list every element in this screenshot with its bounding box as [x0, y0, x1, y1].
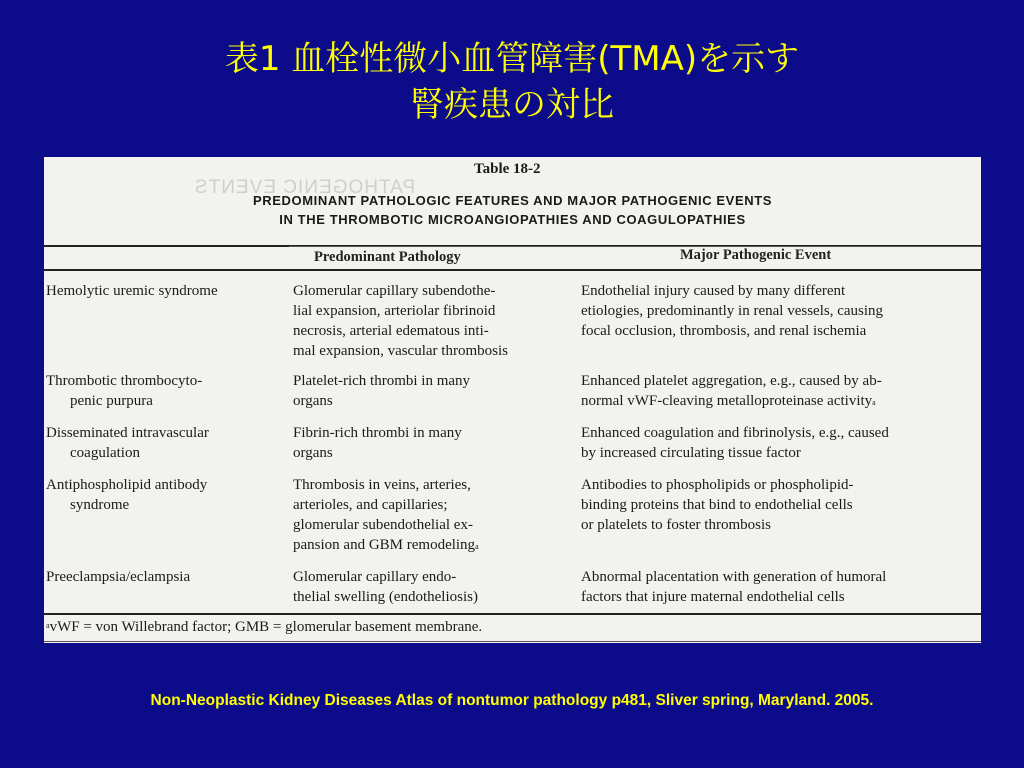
slide-title-line-2: 腎疾患の対比 [410, 85, 614, 125]
table-row-disease: Hemolytic uremic syndrome [46, 283, 218, 299]
table-heading-line-2: IN THE THROMBOTIC MICROANGIOPATHIES AND COAGULOPATHIES [279, 212, 746, 227]
slide-title [0, 36, 1024, 128]
table-row-pathology: Glomerular capillary endo- thelial swelling (endotheliosis) [293, 569, 478, 605]
footnote-marker: a [475, 542, 479, 551]
table-heading [44, 191, 981, 229]
column-header-event: Major Pathogenic Event [680, 247, 832, 263]
table-footnote: $^a$vWF = von Willebrand factor; GMB = glomerular basement membrane. [46, 619, 483, 635]
table-row-pathology: Thrombosis in veins, arteries, arterioles, and capillaries; glomerular subendothelial ex- pansion and GBM remodeling$^a$ [293, 477, 479, 553]
table-row-pathology: Glomerular capillary subendothe- lial expansion, arteriolar fibrinoid necrosis, arterial edematous inti- mal expansion, vascular thrombosis [293, 283, 508, 359]
table-row-event: Enhanced coagulation and fibrinolysis, e.g., caused by increased circulating tissue factor [581, 425, 889, 461]
header-sub-rule [289, 246, 981, 247]
table-row-pathology: Fibrin-rich thrombi in many organs [293, 425, 462, 461]
table-row-event: Endothelial injury caused by many different etiologies, predominantly in renal vessels, causing focal occlusion, thrombosis, and renal ischemia [581, 283, 884, 339]
scanned-table-image [44, 157, 981, 643]
footnote-marker: a [872, 398, 876, 407]
table-number: Table 18-2 [474, 161, 541, 177]
slide-title-line-1: 表1 血栓性微小血管障害(TMA)を示す [224, 39, 800, 79]
table-row-event: Enhanced platelet aggregation, e.g., caused by ab- normal vWF-cleaving metalloproteinase activity$^a$ [581, 373, 882, 409]
column-header-pathology: Predominant Pathology [314, 249, 461, 265]
header-bottom-rule [44, 269, 981, 271]
table-row-disease: Antiphospholipid antibody syndrome [46, 477, 208, 513]
table-row-event: Antibodies to phospholipids or phospholipid- binding proteins that bind to endothelial cells or platelets to foster thrombosis [581, 477, 854, 533]
table-bottom-rule [44, 613, 981, 615]
table-row-disease: Thrombotic thrombocyto- penic purpura [46, 373, 203, 409]
bleed-through-text: PATHOGENIC EVENTS [194, 177, 416, 198]
table-row-event: Abnormal placentation with generation of humoral factors that injure maternal endothelial cells [581, 569, 887, 605]
table-row-disease: Preeclampsia/eclampsia [46, 569, 191, 585]
table-row-pathology: Platelet-rich thrombi in many organs [293, 373, 471, 409]
table-row-disease: Disseminated intravascular coagulation [46, 425, 209, 461]
source-citation: Non-Neoplastic Kidney Diseases Atlas of nontumor pathology p481, Sliver spring, Maryland. 2005. [150, 692, 874, 709]
footnote-rule [44, 641, 981, 642]
table-heading-line-1: PREDOMINANT PATHOLOGIC FEATURES AND MAJOR PATHOGENIC EVENTS [252, 193, 773, 208]
